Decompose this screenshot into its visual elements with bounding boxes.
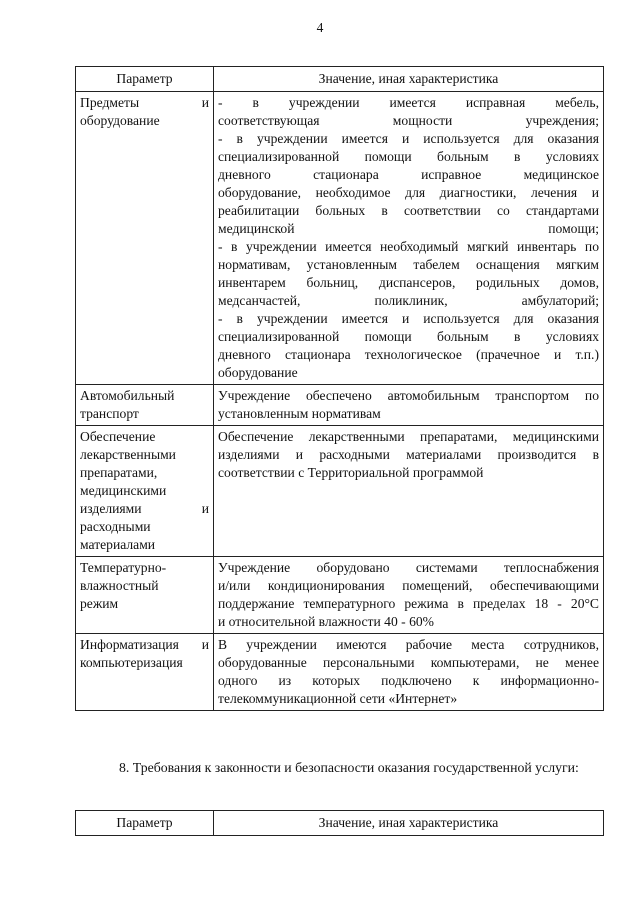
param-cell (76, 92, 214, 385)
header-param: Параметр (76, 67, 214, 92)
value-line: реабилитации больных в соответствии со стандартами (218, 203, 599, 218)
value-line: Учреждение оборудовано системами теплоснабжения (218, 560, 599, 575)
value-line: и/или кондиционирования помещений, обеспечивающими (218, 578, 599, 593)
value-line: дневного стационара исправное медицинское (218, 167, 599, 182)
param-line: компьютеризация (80, 655, 183, 670)
param-line: Температурно- (80, 560, 167, 575)
value-cell (214, 634, 604, 711)
value-line: инвентарем больниц, диспансеров, родильных домов, (218, 275, 599, 290)
value-line: В учреждении имеются рабочие места сотрудников, (218, 637, 599, 652)
param-line: расходными (80, 519, 151, 534)
value-line: оборудование (218, 365, 298, 380)
value-line: соответствующая мощности учреждения; (218, 113, 599, 128)
table-row (76, 426, 604, 557)
header-value: Значение, иная характеристика (214, 811, 604, 836)
param-line: влажностный (80, 578, 159, 593)
value-line: Обеспечение лекарственными препаратами, медицинскими (218, 429, 599, 444)
section-8-heading: 8. Требования к законности и безопасности оказания государственной услуги: (119, 760, 579, 775)
value-line: Учреждение обеспечено автомобильным транспортом по (218, 388, 599, 403)
param-line: Автомобильный (80, 388, 175, 403)
param-line: лекарственными (80, 447, 176, 462)
value-line: и относительной влажности 40 - 60% (218, 614, 434, 629)
table-row (76, 92, 604, 385)
value-line: изделиями и расходными материалами производится в (218, 447, 599, 462)
table-header-row (76, 67, 604, 92)
param-line: оборудование (80, 113, 160, 128)
value-line: соответствии с Территориальной программой (218, 465, 484, 480)
page-number: 4 (316, 20, 324, 35)
value-line: установленным нормативам (218, 406, 381, 421)
value-line: - в учреждении имеется исправная мебель, (218, 95, 599, 110)
param-line: препаратами, (80, 465, 158, 480)
value-line: телекоммуникационной сети «Интернет» (218, 691, 458, 706)
table-header-row (76, 811, 604, 836)
value-line: - в учреждении имеется необходимый мягкий инвентарь по (218, 239, 599, 254)
value-line: одного из которых подключено к информационно- (218, 673, 599, 688)
param-line: медицинскими (80, 483, 167, 498)
requirements-table (75, 66, 604, 711)
value-cell (214, 385, 604, 426)
table-row (76, 385, 604, 426)
value-line: оборудование, необходимое для диагностики, лечения и (218, 185, 599, 200)
value-line: - в учреждении имеется и используется для оказания (218, 131, 599, 146)
value-line: медсанчастей, поликлиник, амбулаторий; (218, 293, 599, 308)
param-line: изделиями и (80, 501, 209, 516)
param-line: Обеспечение (80, 429, 156, 444)
header-param: Параметр (76, 811, 214, 836)
param-line: Информатизация и (80, 637, 209, 652)
param-cell (76, 634, 214, 711)
header-value: Значение, иная характеристика (214, 67, 604, 92)
param-line: транспорт (80, 406, 139, 421)
value-line: оборудованные персональными компьютерами, не менее (218, 655, 599, 670)
value-line: нормативам, установленным табелем оснащения мягким (218, 257, 599, 272)
param-cell (76, 426, 214, 557)
value-line: поддержание температурного режима в пределах 18 - 20°С (218, 596, 599, 611)
param-cell (76, 385, 214, 426)
value-line: дневного стационара технологическое (прачечное и т.п.) (218, 347, 599, 362)
param-line: Предметы и (80, 95, 209, 110)
value-cell (214, 426, 604, 557)
value-cell (214, 557, 604, 634)
value-line: специализированной помощи больным в условиях (218, 149, 599, 164)
table-row (76, 557, 604, 634)
param-cell (76, 557, 214, 634)
param-line: материалами (80, 537, 156, 552)
value-line: медицинской помощи; (218, 221, 599, 236)
legality-table (75, 810, 604, 836)
table-body (76, 92, 604, 711)
table-row (76, 634, 604, 711)
param-line: режим (80, 596, 119, 611)
value-line: специализированной помощи больным в условиях (218, 329, 599, 344)
value-cell (214, 92, 604, 385)
value-line: - в учреждении имеется и используется для оказания (218, 311, 599, 326)
